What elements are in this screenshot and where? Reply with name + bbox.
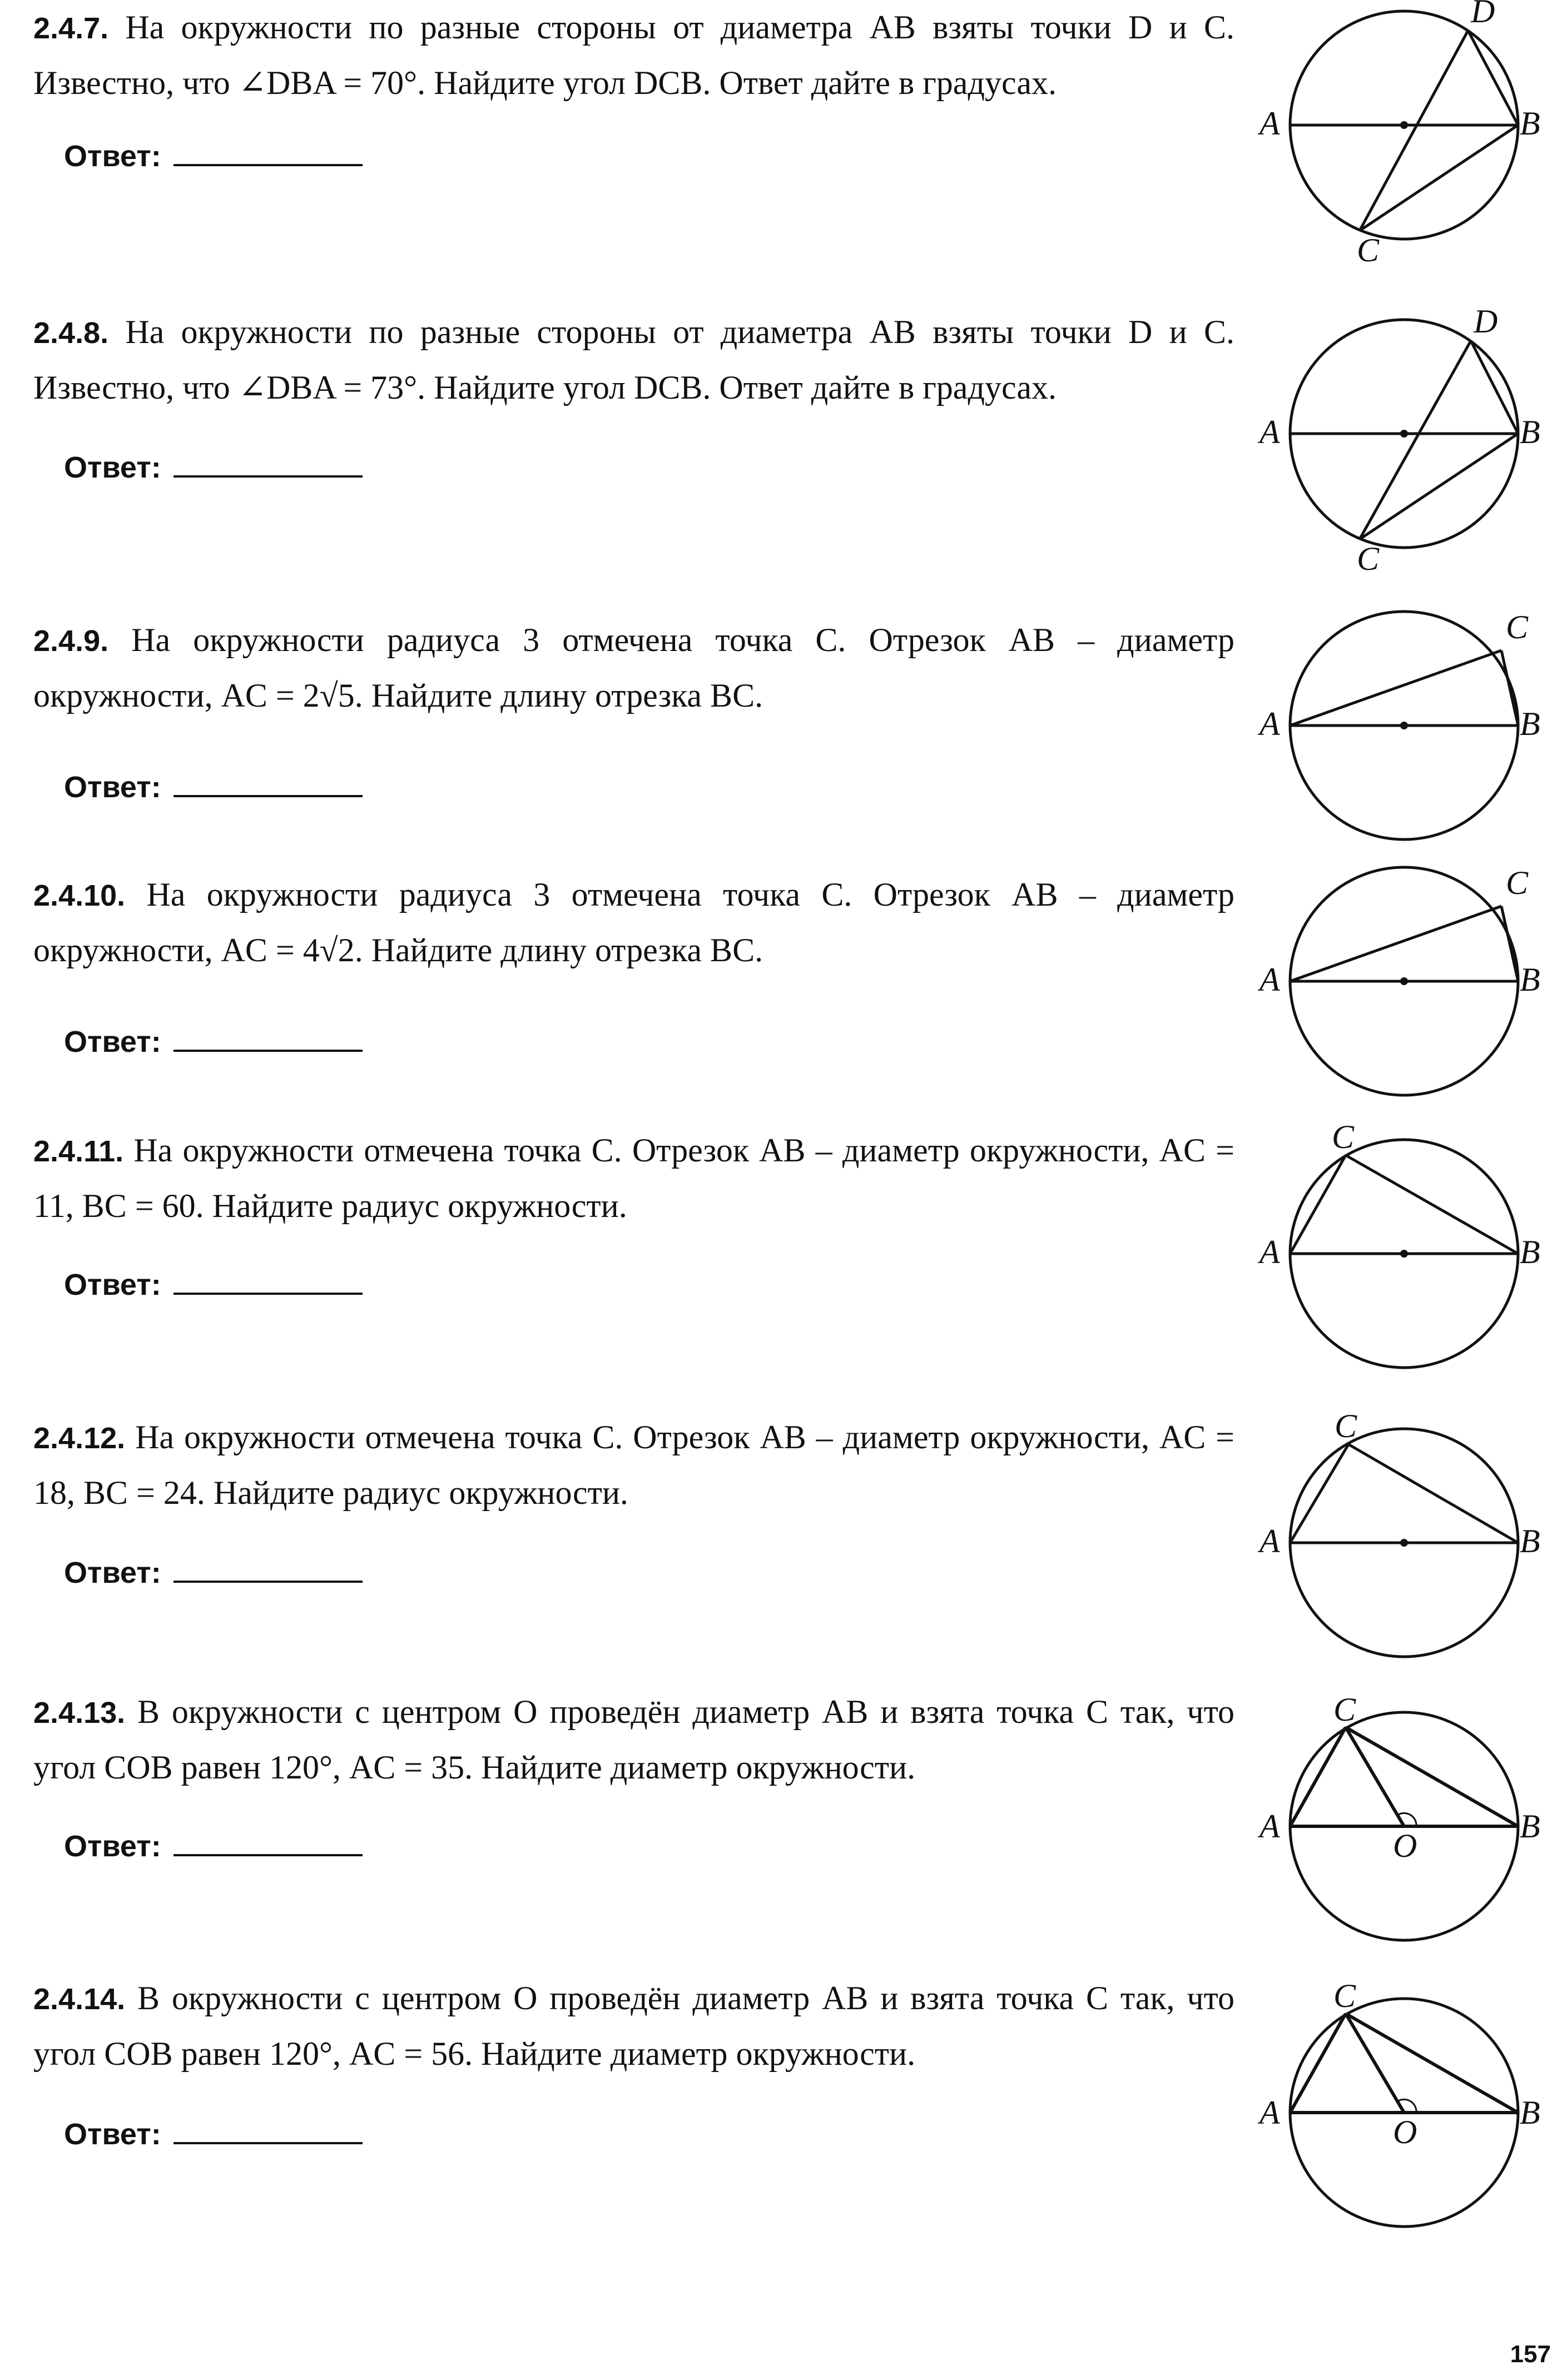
answer-line[interactable] xyxy=(173,2138,363,2144)
figure-2-4-7 xyxy=(1257,0,1540,272)
answer-label: Ответ: xyxy=(64,1025,161,1059)
problem-2-4-10 xyxy=(33,867,1234,977)
answer-line[interactable] xyxy=(173,160,363,166)
center-dot xyxy=(1400,121,1408,129)
segment-cb xyxy=(1360,434,1518,539)
label-a: A xyxy=(1259,1808,1280,1845)
segment-dc xyxy=(1360,31,1468,231)
figure-2-4-10 xyxy=(1257,862,1540,1129)
answer-label: Ответ: xyxy=(64,140,161,173)
label-a: A xyxy=(1259,105,1280,142)
segment-ac xyxy=(1290,1155,1346,1254)
answer-field-2-4-14[interactable] xyxy=(64,2117,363,2152)
problem-2-4-12 xyxy=(33,1410,1234,1520)
label-b: B xyxy=(1520,2094,1540,2131)
answer-field-2-4-12[interactable] xyxy=(64,1556,363,1590)
problem-text: На окружности по разные стороны от диаметра AB взяты точки D и C. Известно, что ∠DBA = 73°. Найдите угол DCB. Ответ дайте в градусах. xyxy=(33,314,1234,406)
problem-number: 2.4.11. xyxy=(33,1135,124,1168)
label-a: A xyxy=(1259,2094,1280,2131)
problem-2-4-8 xyxy=(33,305,1234,415)
answer-label: Ответ: xyxy=(64,451,161,484)
problem-2-4-14 xyxy=(33,1971,1234,2081)
answer-line[interactable] xyxy=(173,1045,363,1052)
answer-line[interactable] xyxy=(173,1850,363,1856)
answer-field-2-4-8[interactable] xyxy=(64,450,363,485)
label-b: B xyxy=(1520,961,1540,998)
segment-cb xyxy=(1346,2014,1518,2113)
segment-cb xyxy=(1346,1155,1518,1254)
center-dot xyxy=(1400,977,1408,985)
label-c: C xyxy=(1506,864,1529,901)
figure-2-4-11 xyxy=(1257,1119,1540,1401)
answer-field-2-4-9[interactable] xyxy=(64,770,363,804)
label-b: B xyxy=(1520,705,1540,742)
figure-2-4-13 xyxy=(1257,1691,1540,1974)
answer-field-2-4-10[interactable] xyxy=(64,1025,363,1059)
segment-cb xyxy=(1348,1444,1518,1543)
figure-2-4-12 xyxy=(1257,1408,1540,1690)
figure-2-4-14 xyxy=(1257,1977,1540,2260)
label-o: O xyxy=(1393,2114,1417,2150)
answer-line[interactable] xyxy=(173,1288,363,1295)
center-dot xyxy=(1400,1539,1408,1547)
answer-label: Ответ: xyxy=(64,1830,161,1863)
label-a: A xyxy=(1259,961,1280,998)
problem-number: 2.4.12. xyxy=(33,1422,126,1455)
segment-bd xyxy=(1471,341,1518,434)
label-a: A xyxy=(1259,1523,1280,1559)
problem-number: 2.4.7. xyxy=(33,12,109,45)
problem-number: 2.4.8. xyxy=(33,316,109,350)
segment-cb xyxy=(1360,125,1518,231)
segment-ac xyxy=(1290,906,1501,981)
answer-label: Ответ: xyxy=(64,1268,161,1301)
label-a: A xyxy=(1259,1234,1280,1270)
problem-2-4-9 xyxy=(33,613,1234,723)
problem-text: В окружности с центром O проведён диаметр AB и взята точка C так, что угол COB равен 120°, AC = 35. Найдите диаметр окружности. xyxy=(33,1693,1234,1786)
label-c: C xyxy=(1333,1691,1356,1728)
segment-cb xyxy=(1501,650,1518,726)
problem-text: На окружности отмечена точка C. Отрезок AB – диаметр окружности, AC = 18, BC = 24. Найдите радиус окружности. xyxy=(33,1419,1234,1511)
label-c: C xyxy=(1357,540,1380,577)
answer-label: Ответ: xyxy=(64,771,161,804)
problem-number: 2.4.14. xyxy=(33,1982,126,2016)
label-b: B xyxy=(1520,1523,1540,1559)
problem-text: На окружности по разные стороны от диаметра AB взяты точки D и C. Известно, что ∠DBA = 70°. Найдите угол DCB. Ответ дайте в градусах. xyxy=(33,9,1234,101)
label-o: O xyxy=(1393,1827,1417,1864)
answer-line[interactable] xyxy=(173,1576,363,1583)
label-b: B xyxy=(1520,1234,1540,1270)
label-c: C xyxy=(1333,1977,1356,2014)
label-b: B xyxy=(1520,105,1540,142)
label-b: B xyxy=(1520,414,1540,450)
problem-text: На окружности радиуса 3 отмечена точка C. Отрезок AB – диаметр окружности, AC = 2√5. Найдите длину отрезка BC. xyxy=(33,622,1234,714)
segment-ac xyxy=(1290,1444,1348,1543)
problem-2-4-11 xyxy=(33,1123,1234,1233)
figure-2-4-8 xyxy=(1257,303,1540,581)
label-a: A xyxy=(1259,414,1280,450)
problem-2-4-13 xyxy=(33,1685,1234,1795)
segment-bd xyxy=(1468,31,1518,125)
problem-text: На окружности радиуса 3 отмечена точка C. Отрезок AB – диаметр окружности, AC = 4√2. Найдите длину отрезка BC. xyxy=(33,876,1234,968)
answer-line[interactable] xyxy=(173,471,363,478)
segment-cb xyxy=(1501,906,1518,981)
segment-dc xyxy=(1360,341,1471,539)
problem-text: На окружности отмечена точка C. Отрезок AB – диаметр окружности, AC = 11, BC = 60. Найдите радиус окружности. xyxy=(33,1132,1234,1224)
answer-field-2-4-7[interactable] xyxy=(64,139,363,173)
segment-ac xyxy=(1290,2014,1346,2113)
answer-field-2-4-13[interactable] xyxy=(64,1829,363,1864)
segment-cb xyxy=(1346,1727,1518,1826)
center-dot xyxy=(1400,1250,1408,1258)
label-a: A xyxy=(1259,705,1280,742)
problem-number: 2.4.13. xyxy=(33,1696,126,1730)
problem-number: 2.4.10. xyxy=(33,879,126,912)
label-c: C xyxy=(1332,1119,1355,1155)
label-d: D xyxy=(1471,0,1495,29)
segment-ac xyxy=(1290,650,1501,726)
answer-label: Ответ: xyxy=(64,1556,161,1589)
segment-ac xyxy=(1290,1727,1346,1826)
label-b: B xyxy=(1520,1808,1540,1845)
label-c: C xyxy=(1335,1408,1357,1444)
label-d: D xyxy=(1474,303,1498,340)
problem-number: 2.4.9. xyxy=(33,624,109,658)
answer-label: Ответ: xyxy=(64,2118,161,2151)
label-c: C xyxy=(1506,609,1529,645)
problem-2-4-7 xyxy=(33,0,1234,110)
page-number: 157 xyxy=(1510,2341,1551,2368)
answer-field-2-4-11[interactable] xyxy=(64,1268,363,1302)
label-c: C xyxy=(1357,232,1380,269)
center-dot xyxy=(1400,430,1408,438)
center-dot xyxy=(1400,722,1408,729)
figure-2-4-9 xyxy=(1257,606,1540,873)
problem-text: В окружности с центром O проведён диаметр AB и взята точка C так, что угол COB равен 120°, AC = 56. Найдите диаметр окружности. xyxy=(33,1980,1234,2072)
answer-line[interactable] xyxy=(173,791,363,797)
